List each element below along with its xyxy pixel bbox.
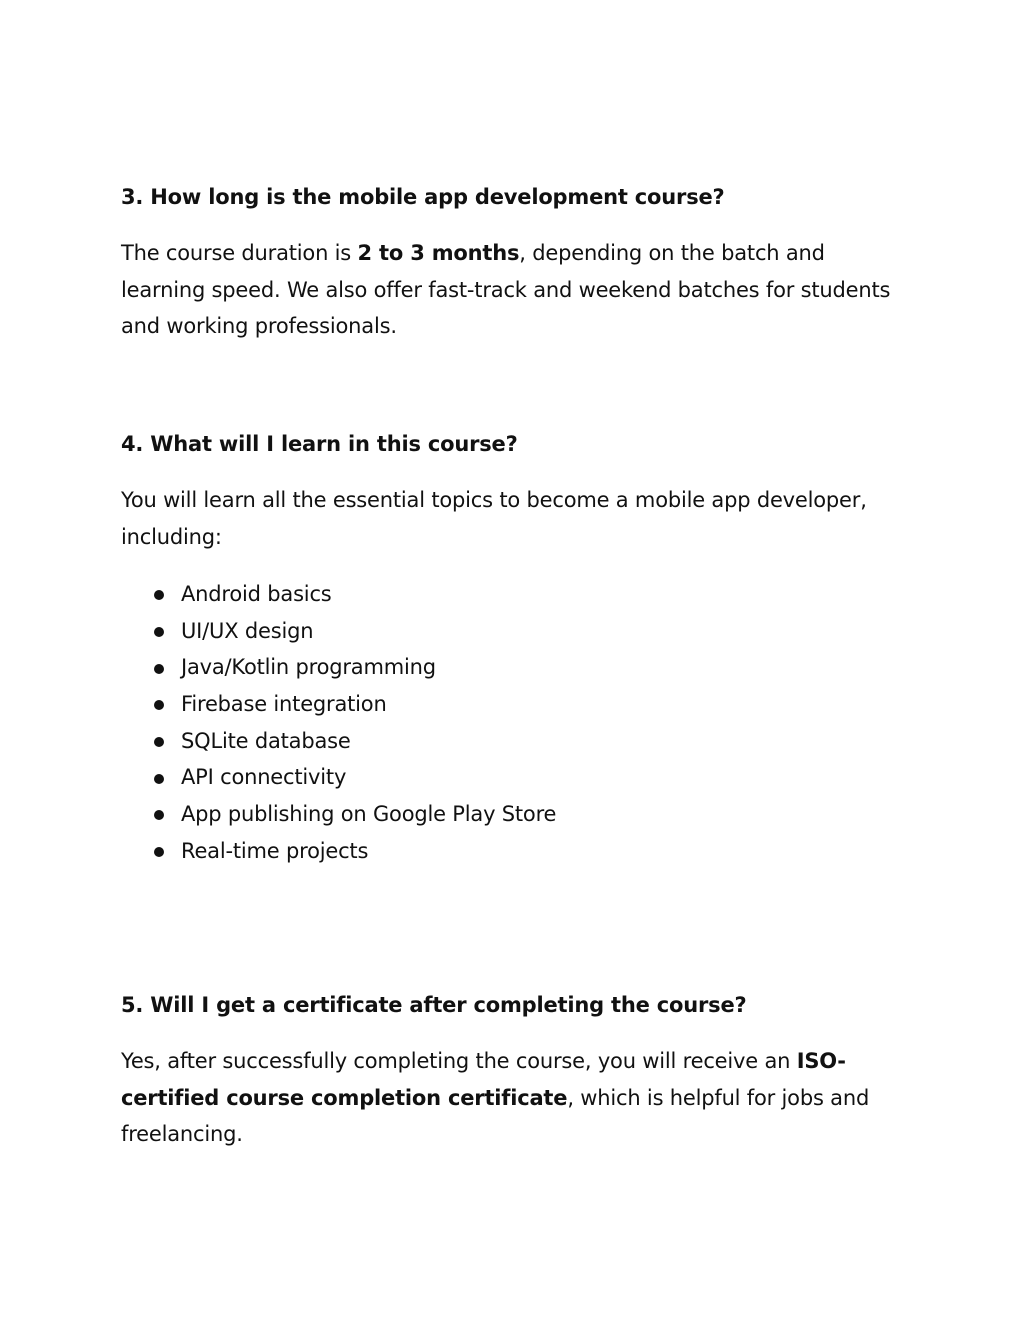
- list-item: [121, 649, 556, 686]
- topic-label: Firebase integration: [181, 692, 387, 717]
- list-item: [121, 833, 556, 870]
- answer-5-text-end: , which is helpful for jobs and freelancing.: [121, 1085, 870, 1147]
- faq-question-4: 4. What will I learn in this course?: [121, 432, 518, 456]
- topic-label: Java/Kotlin programming: [181, 655, 436, 680]
- bullet-icon: [154, 810, 164, 820]
- bullet-icon: [154, 737, 164, 747]
- faq-question-5: 5. Will I get a certificate after completing the course?: [121, 993, 747, 1017]
- answer-3-text-start: The course duration is: [121, 241, 358, 265]
- faq-question-3: 3. How long is the mobile app development course?: [121, 185, 725, 209]
- topic-label: API connectivity: [181, 765, 347, 790]
- answer-3-duration: 2 to 3 months: [357, 241, 520, 265]
- bullet-icon: [154, 847, 164, 857]
- faq-answer-3: [121, 235, 911, 345]
- topic-label: SQLite database: [181, 728, 351, 753]
- answer-5-certificate: ISO-certified course completion certificate: [121, 1049, 846, 1110]
- answer-5-text-start: Yes, after successfully completing the course, you will receive an: [121, 1049, 797, 1073]
- list-item: [121, 723, 556, 760]
- bullet-icon: [154, 627, 164, 637]
- bullet-icon: [154, 664, 164, 674]
- topic-label: Real-time projects: [181, 838, 369, 863]
- list-item: [121, 576, 556, 613]
- answer-3-text-end: , depending on the batch and learning speed. We also offer fast-track and weekend batches for students and working professionals.: [121, 241, 891, 339]
- list-item: [121, 796, 556, 833]
- list-item: [121, 759, 556, 796]
- topic-label: UI/UX design: [181, 618, 314, 643]
- bullet-icon: [154, 700, 164, 710]
- list-item: [121, 613, 556, 650]
- bullet-icon: [154, 774, 164, 784]
- list-item: [121, 686, 556, 723]
- faq-answer-5: [121, 1043, 911, 1153]
- bullet-icon: [154, 590, 164, 600]
- topic-list: [121, 576, 556, 870]
- faq-answer-4: You will learn all the essential topics to become a mobile app developer, including:: [121, 488, 867, 549]
- topic-label: Android basics: [181, 582, 332, 606]
- topic-label: App publishing on Google Play Store: [181, 802, 557, 827]
